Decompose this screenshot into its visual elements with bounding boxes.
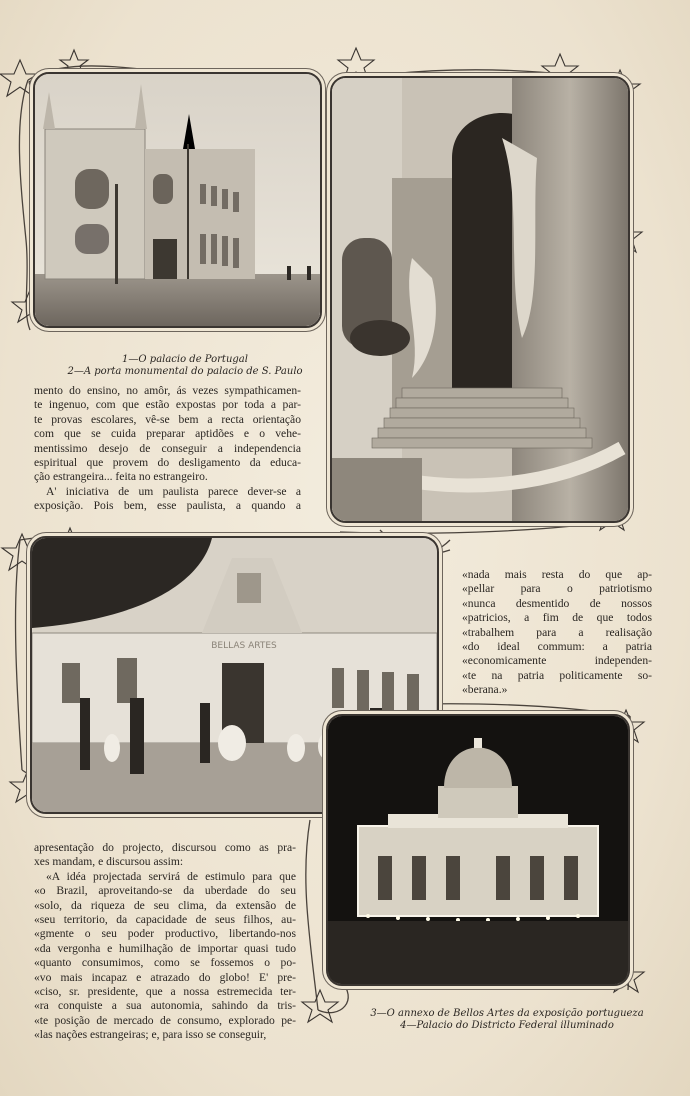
text-line: «seu territorio, da capacidade de seus filhos, au- xyxy=(34,913,296,927)
text-line: ção estrangeira... feita no estrangeiro. xyxy=(34,470,208,484)
text-line: apresentação do projecto, discursou como as pra- xyxy=(34,841,296,854)
photo-districto-federal xyxy=(326,714,630,986)
text-line: te provas escolares, vê-se bem a recta orientação xyxy=(34,412,301,426)
text-line: exposição. Pois bem, esse paulista, a quando a xyxy=(34,499,301,513)
caption-bottom xyxy=(352,1008,662,1032)
text-line: espiritual que provem do desligamento da educa- xyxy=(34,456,301,470)
text-line: «vo mais incapaz e atrazado do globo! E' pre- xyxy=(34,970,296,984)
text-line: «quanto consumimos, como se fossemos o po- xyxy=(34,956,296,970)
text-line: mentissimo desejo de conseguir a independencia xyxy=(34,441,301,455)
text-line: «economicamente independen- xyxy=(462,654,652,668)
text-line: «pellar para o patriotismo xyxy=(462,582,652,596)
text-line: «da vergonha e humilhação de importar quasi tudo xyxy=(34,941,296,955)
text-line: «ciso, sr. presidente, que a nossa estremecida ter- xyxy=(34,985,296,999)
text-line: «do ideal commum: a patria xyxy=(462,640,652,654)
caption-top xyxy=(60,354,310,378)
text-line: «A idéa projectada servirá de estimulo para que xyxy=(46,869,296,883)
text-line: «te posição de mercado de consumo, explorado pe- xyxy=(34,1013,296,1027)
text-line: «nunca desmentido de nossos xyxy=(462,596,652,610)
photo-porta-sao-paulo xyxy=(330,76,630,523)
caption-3: 3—O annexo de Bellos Artes da exposição portugueza xyxy=(370,1008,644,1019)
text-line: «patricios, a fim de que todos xyxy=(462,611,652,625)
text-line: «o Brazil, aproveitando-se da uberdade do seu xyxy=(34,884,296,898)
text-line: «ra conquiste a sua autonomia, sahindo da tris- xyxy=(34,999,296,1013)
text-line: xes mandam, e discursou assim: xyxy=(34,855,184,869)
text-line: «gmente o seu poder productivo, libertando-nos xyxy=(34,927,296,941)
pavilion-sign: BELLAS ARTES xyxy=(211,641,277,651)
text-block-1 xyxy=(34,384,301,514)
text-line: «las nações estrangeiras; e, para isso se conseguir, xyxy=(34,1028,267,1042)
text-line: «berana.» xyxy=(462,683,508,697)
text-block-2 xyxy=(462,568,652,698)
caption-4: 4—Palacio do Districto Federal illuminado xyxy=(400,1020,614,1031)
text-line: «solo, da riqueza de seu clima, da extensão de xyxy=(34,898,296,912)
caption-1: 1—O palacio de Portugal xyxy=(122,354,248,365)
text-line: «nada mais resta do que ap- xyxy=(462,568,652,581)
text-line: com que se cuida preparar aptidões e o vehe- xyxy=(34,427,301,441)
photo-palacio-portugal xyxy=(33,72,322,328)
text-line: «trabalhem para a realisação xyxy=(462,625,652,639)
text-line: «te na patria politicamente so- xyxy=(462,668,652,682)
text-line: te ingenuo, com que estão expostas por toda a par- xyxy=(34,398,301,412)
caption-2: 2—A porta monumental do palacio de S. Paulo xyxy=(67,366,303,377)
text-line: mento do ensino, no amôr, ás vezes sympathicamen- xyxy=(34,384,301,397)
text-line: A' iniciativa de um paulista parece dever-se a xyxy=(46,484,301,498)
text-block-3 xyxy=(34,841,296,1043)
